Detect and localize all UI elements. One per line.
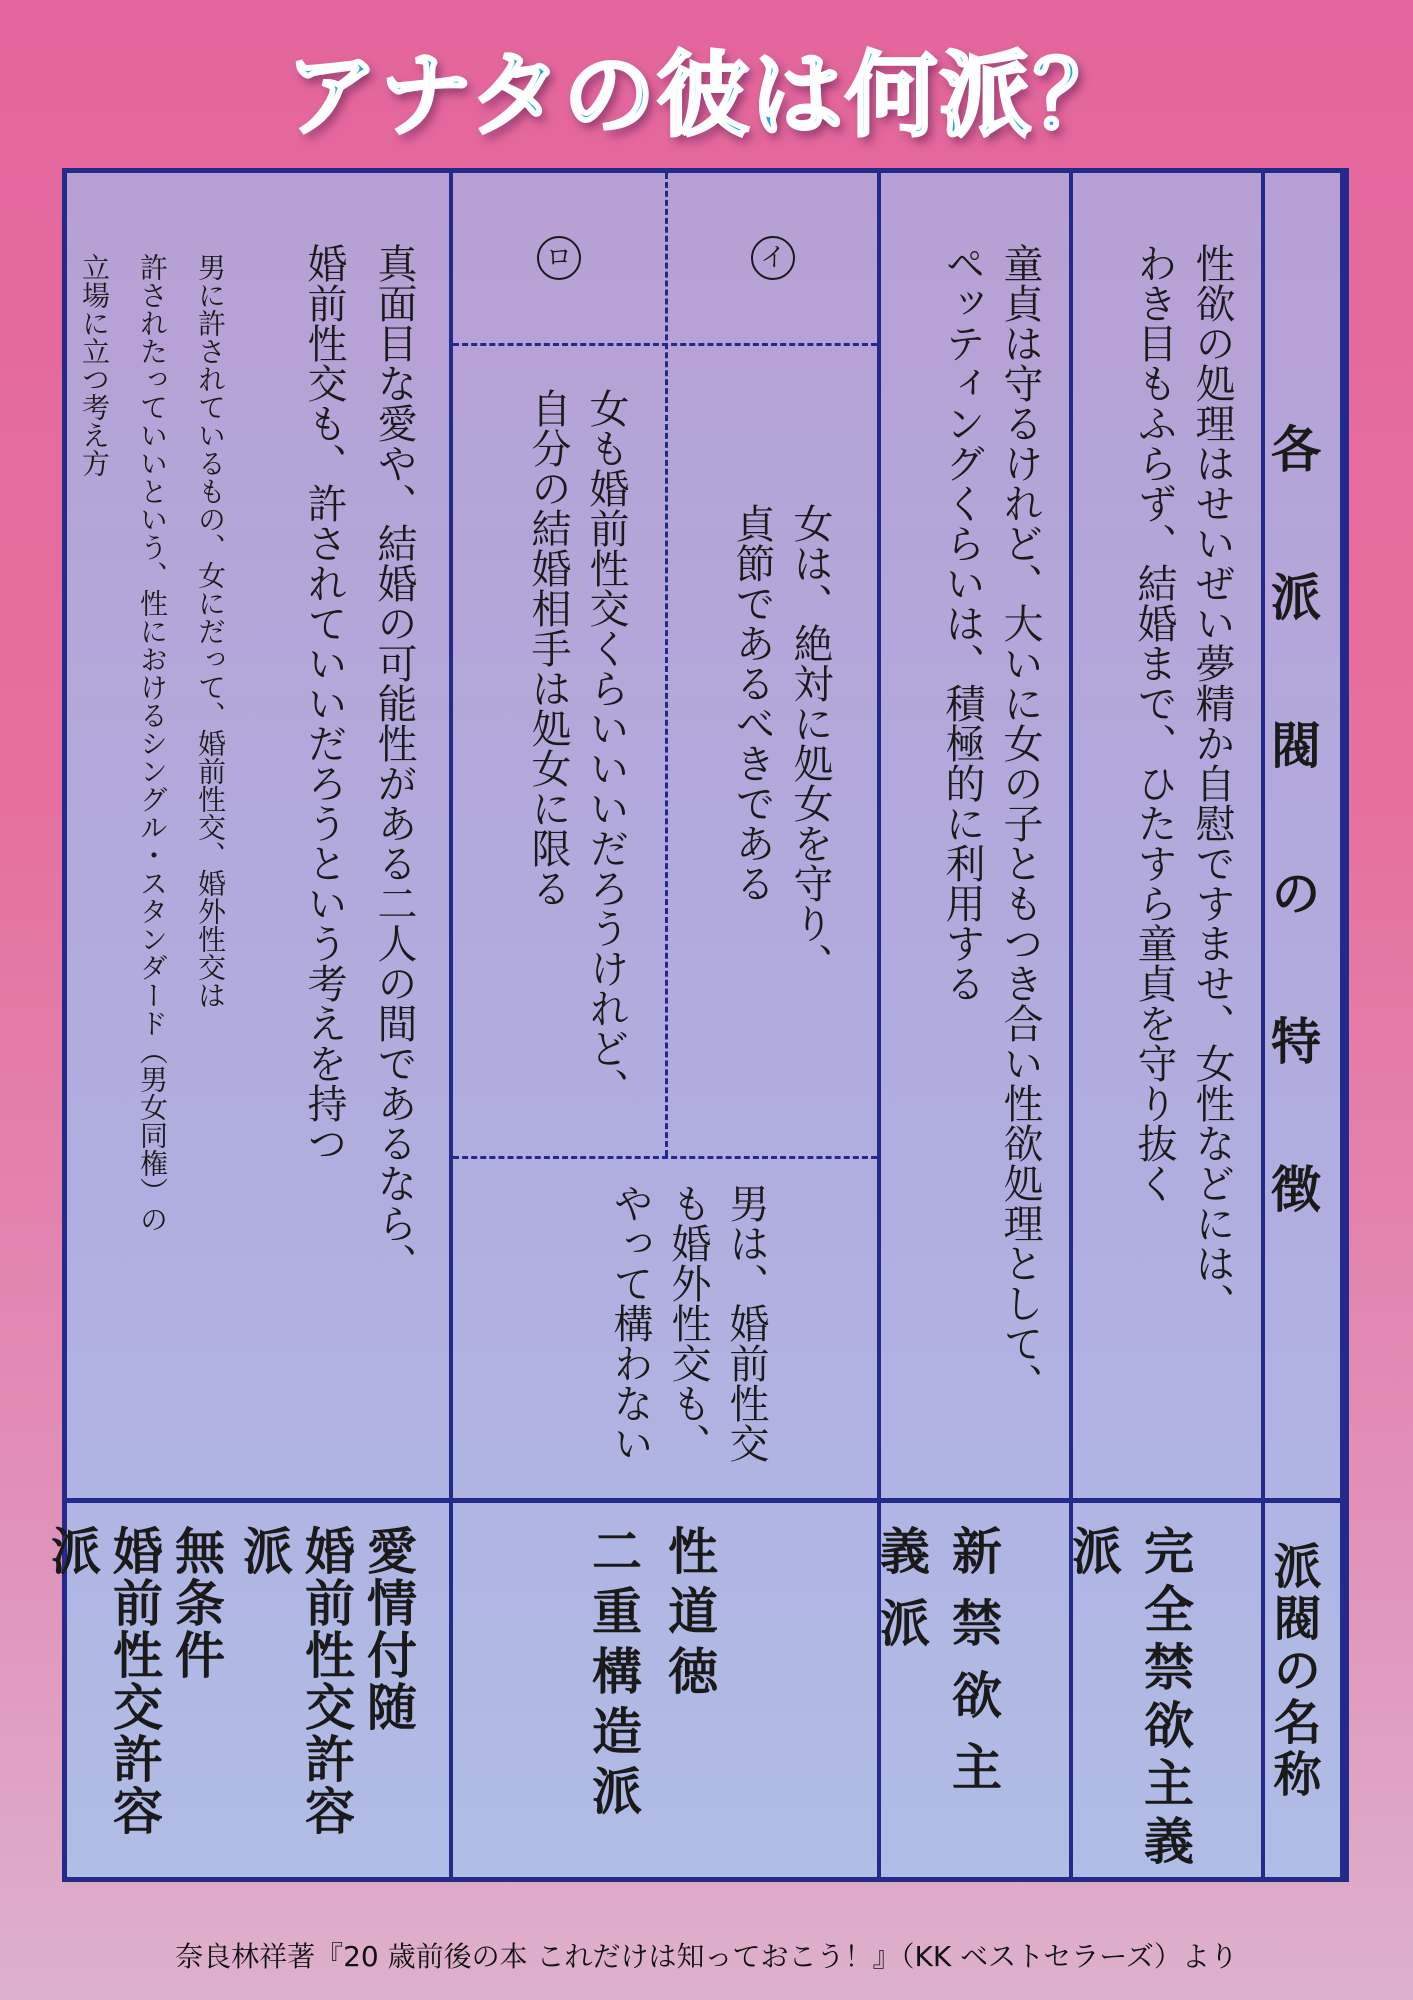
page-title: アナタの彼は何派？ bbox=[285, 42, 1128, 149]
marker-i: イ bbox=[751, 236, 795, 280]
marker-ro: ロ bbox=[537, 236, 581, 280]
faction-column-complete-abstinence bbox=[1064, 173, 1265, 1877]
faction-description: 真面目な愛や、結婚の可能性がある二人の間であるなら、 婚前性交も、許されていいだろうという考えを持つ bbox=[301, 243, 417, 1283]
source-citation: 奈良林祥著『20 歳前後の本 これだけは知っておこう！』（KK ベストセラーズ）より bbox=[175, 1940, 1238, 1973]
faction-table bbox=[43, 168, 1349, 1882]
faction-description: 男に許されているもの、女にだって、婚前性交、婚外性交は 許されたっていいという、性におけるシングル・スタンダード（男女同権）の 立場に立つ考え方 bbox=[78, 253, 227, 1233]
faction-column-love-premarital bbox=[235, 173, 453, 1877]
faction-column-double-standard bbox=[453, 173, 881, 1877]
sub-i-text: 女は、絶対に処女を守り、 貞節であるべきである bbox=[729, 503, 833, 983]
men-text: 男は、婚前性交 も婚外性交も、 やって構わない bbox=[607, 1183, 769, 1463]
faction-description: 童貞は守るけれど、大いに女の子ともつき合い性欲処理として、 ペッティングくらいは、積極的に利用する bbox=[939, 243, 1043, 1403]
divider-horizontal bbox=[453, 343, 877, 346]
faction-name: 完全禁欲主義派 bbox=[1064, 1525, 1194, 1873]
features-header: 各派閥の特徴 bbox=[1263, 423, 1321, 1311]
header-column bbox=[1265, 173, 1344, 1877]
divider-vertical bbox=[665, 173, 668, 1156]
name-header: 派閥の名称 bbox=[1265, 1541, 1321, 1801]
faction-column-unconditional bbox=[43, 173, 261, 1877]
faction-name: 新禁欲主義派 bbox=[872, 1525, 1002, 1813]
sub-ro-text: 女も婚前性交くらいいいだろうけれど、 自分の結婚相手は処女に限る bbox=[525, 388, 629, 1108]
faction-name: 愛情付随 婚前性交許容派 bbox=[235, 1525, 417, 1837]
divider-horizontal bbox=[453, 1156, 877, 1159]
faction-description: 性欲の処理はせいぜい夢精か自慰ですませ、女性などには、 わき目もふらず、結婚まで、ひたすら童貞を守り抜く bbox=[1131, 243, 1235, 1323]
faction-column-new-abstinence bbox=[872, 173, 1073, 1877]
faction-name: 性道徳 二重構造派 bbox=[584, 1525, 718, 1825]
faction-name: 無条件 婚前性交許容派 bbox=[43, 1525, 225, 1837]
